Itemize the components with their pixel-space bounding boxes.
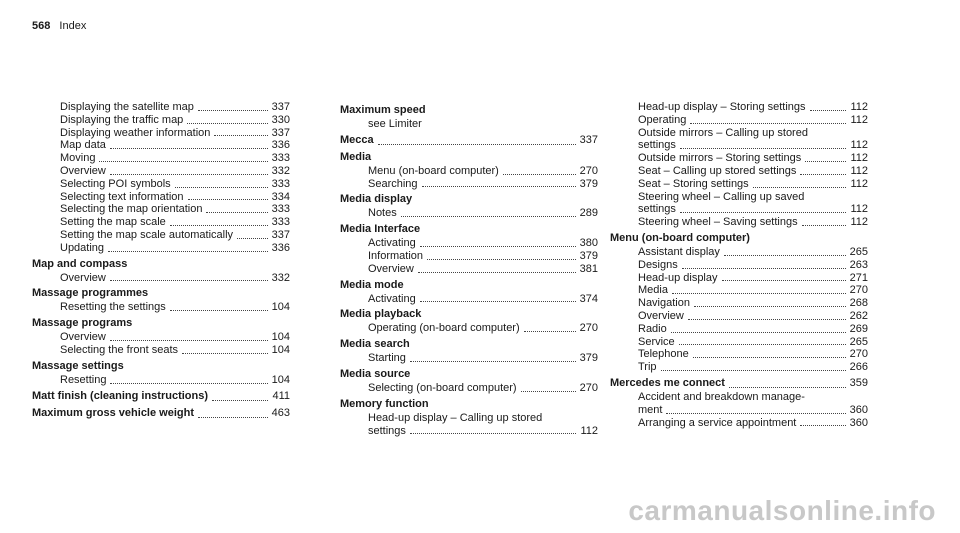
index-subentry bbox=[340, 165, 598, 178]
page-reference: 269 bbox=[849, 322, 868, 335]
page-reference: 112 bbox=[850, 101, 868, 113]
dot-leader bbox=[420, 246, 576, 247]
entry-text: Activating bbox=[368, 292, 416, 305]
dot-leader bbox=[110, 280, 268, 281]
dot-leader bbox=[672, 293, 846, 294]
dot-leader bbox=[214, 135, 267, 136]
page-reference: 112 bbox=[580, 424, 598, 437]
page-reference: 336 bbox=[271, 241, 290, 254]
dot-leader bbox=[206, 212, 267, 213]
index-subentry bbox=[610, 191, 868, 204]
index-subentry bbox=[340, 412, 598, 425]
index-subentry bbox=[32, 165, 290, 178]
section-title: Index bbox=[59, 20, 87, 32]
entry-text: Outside mirrors – Storing settings bbox=[638, 152, 802, 165]
index-heading bbox=[340, 192, 598, 207]
index-subentry bbox=[610, 336, 868, 349]
dot-leader bbox=[688, 319, 846, 320]
dot-leader bbox=[722, 280, 846, 281]
page-reference: 112 bbox=[850, 203, 868, 216]
page-reference: 337 bbox=[271, 228, 290, 241]
index-subentry bbox=[610, 284, 868, 297]
entry-text: Activating bbox=[368, 237, 416, 250]
dot-leader bbox=[108, 251, 268, 252]
dot-leader bbox=[693, 357, 846, 358]
dot-leader bbox=[170, 310, 268, 311]
page-reference: 336 bbox=[271, 139, 290, 152]
index-subentry bbox=[32, 178, 290, 191]
index-subentry bbox=[32, 191, 290, 204]
page-reference: 359 bbox=[849, 376, 868, 389]
index-subentry bbox=[610, 297, 868, 310]
page-reference: 271 bbox=[849, 271, 868, 284]
entry-text: Radio bbox=[638, 322, 667, 335]
entry-text: Media source bbox=[340, 367, 411, 380]
dot-leader bbox=[170, 225, 268, 226]
entry-text: Resetting bbox=[60, 373, 107, 386]
entry-text: Mecca bbox=[340, 133, 374, 146]
dot-leader bbox=[802, 225, 847, 226]
entry-text: Information bbox=[368, 249, 424, 262]
entry-text: Searching bbox=[368, 177, 418, 190]
page-reference: 411 bbox=[272, 389, 290, 402]
index-subentry bbox=[32, 216, 290, 229]
entry-text: settings bbox=[638, 203, 676, 216]
entry-text: Map and compass bbox=[32, 257, 128, 270]
page-reference: 332 bbox=[271, 271, 290, 284]
page-reference: 380 bbox=[579, 237, 598, 250]
entry-text: Map data bbox=[60, 139, 106, 152]
entry-text: Service bbox=[638, 335, 675, 348]
entry-text: Resetting the settings bbox=[60, 301, 166, 314]
entry-text: Media playback bbox=[340, 308, 422, 321]
page-reference: 270 bbox=[849, 284, 868, 297]
dot-leader bbox=[212, 400, 268, 401]
page-reference: 374 bbox=[579, 292, 598, 305]
dot-leader bbox=[378, 144, 576, 145]
entry-text: settings bbox=[368, 424, 406, 437]
page-reference: 360 bbox=[849, 416, 868, 429]
dot-leader bbox=[521, 391, 576, 392]
page-reference: 379 bbox=[579, 352, 598, 365]
index-subentry bbox=[340, 425, 598, 438]
dot-leader bbox=[805, 161, 846, 162]
index-heading bbox=[610, 231, 868, 246]
page-reference: 270 bbox=[849, 348, 868, 361]
dot-leader bbox=[187, 123, 267, 124]
page-reference: 265 bbox=[849, 335, 868, 348]
page-reference: 333 bbox=[271, 216, 290, 229]
dot-leader bbox=[682, 268, 846, 269]
dot-leader bbox=[422, 186, 576, 187]
entry-text: ment bbox=[638, 403, 663, 416]
entry-text: Head-up display – Storing settings bbox=[638, 101, 806, 113]
entry-text: Selecting the map orientation bbox=[60, 203, 203, 216]
index-subentry bbox=[32, 114, 290, 127]
entry-text: Overview bbox=[60, 331, 106, 344]
index-subentry bbox=[610, 361, 868, 374]
index-heading bbox=[340, 367, 598, 382]
index-subentry bbox=[610, 216, 868, 229]
entry-text: Massage programs bbox=[32, 317, 133, 330]
index-subentry bbox=[610, 139, 868, 152]
dot-leader bbox=[418, 272, 576, 273]
index-subentry bbox=[32, 344, 290, 357]
index-subentry bbox=[610, 404, 868, 417]
entry-text: Media bbox=[340, 150, 372, 163]
entry-text: Media search bbox=[340, 338, 410, 351]
index-heading bbox=[340, 222, 598, 237]
page-reference: 337 bbox=[271, 101, 290, 113]
entry-text: Operating (on-board computer) bbox=[368, 322, 520, 335]
index-subentry bbox=[32, 229, 290, 242]
index-subentry bbox=[610, 259, 868, 272]
dot-leader bbox=[110, 148, 268, 149]
index-heading bbox=[340, 278, 598, 293]
entry-text: Displaying weather information bbox=[60, 126, 211, 139]
index-subentry bbox=[610, 323, 868, 336]
page-reference: 270 bbox=[579, 381, 598, 394]
entry-text: Outside mirrors – Calling up stored bbox=[638, 126, 808, 139]
dot-leader bbox=[753, 187, 847, 188]
index-column-1 bbox=[32, 101, 290, 421]
entry-text: Operating bbox=[638, 113, 687, 126]
entry-text: Designs bbox=[638, 258, 678, 271]
dot-leader bbox=[110, 383, 267, 384]
entry-text: Menu (on-board computer) bbox=[610, 231, 750, 244]
index-heading bbox=[610, 376, 868, 391]
dot-leader bbox=[724, 255, 846, 256]
entry-text: settings bbox=[638, 139, 676, 152]
dot-leader bbox=[401, 216, 576, 217]
page-reference: 333 bbox=[271, 203, 290, 216]
index-heading bbox=[340, 103, 598, 118]
dot-leader bbox=[671, 332, 846, 333]
index-subentry bbox=[340, 178, 598, 191]
entry-text: Updating bbox=[60, 241, 105, 254]
index-subentry bbox=[340, 118, 598, 131]
page-reference: 112 bbox=[850, 164, 868, 177]
index-heading bbox=[32, 359, 290, 374]
index-subentry bbox=[32, 152, 290, 165]
index-subentry bbox=[610, 152, 868, 165]
page-reference: 360 bbox=[849, 403, 868, 416]
index-column-3 bbox=[610, 101, 868, 429]
watermark: carmanualsonline.info bbox=[628, 495, 936, 526]
dot-leader bbox=[198, 110, 268, 111]
page-reference: 332 bbox=[271, 164, 290, 177]
entry-text: Accident and breakdown manage- bbox=[638, 390, 805, 403]
index-heading bbox=[340, 397, 598, 412]
entry-text: Trip bbox=[638, 361, 657, 374]
page-reference: 104 bbox=[271, 343, 290, 356]
entry-text: Massage programmes bbox=[32, 287, 149, 300]
page-reference: 330 bbox=[271, 113, 290, 126]
dot-leader bbox=[666, 413, 845, 414]
index-subentry bbox=[32, 203, 290, 216]
dot-leader bbox=[729, 387, 846, 388]
page-reference: 112 bbox=[850, 216, 868, 229]
index-heading bbox=[340, 307, 598, 322]
dot-leader bbox=[503, 174, 576, 175]
page-reference: 263 bbox=[849, 258, 868, 271]
entry-text: Moving bbox=[60, 152, 96, 165]
entry-text: Media Interface bbox=[340, 223, 421, 236]
index-heading bbox=[32, 389, 290, 404]
entry-text: Seat – Calling up stored settings bbox=[638, 164, 797, 177]
page-reference: 104 bbox=[271, 301, 290, 314]
page-reference: 112 bbox=[850, 139, 868, 152]
page-reference: 104 bbox=[271, 331, 290, 344]
entry-text: Massage settings bbox=[32, 359, 124, 372]
dot-leader bbox=[800, 425, 845, 426]
page-reference: 337 bbox=[579, 133, 598, 146]
index-subentry bbox=[32, 331, 290, 344]
index-subentry bbox=[340, 352, 598, 365]
index-subentry bbox=[610, 272, 868, 285]
dot-leader bbox=[110, 174, 268, 175]
dot-leader bbox=[175, 187, 268, 188]
entry-text: Maximum gross vehicle weight bbox=[32, 406, 194, 419]
page-reference: 333 bbox=[271, 177, 290, 190]
index-heading bbox=[32, 406, 290, 421]
index-subentry bbox=[610, 203, 868, 216]
dot-leader bbox=[810, 110, 847, 111]
entry-text: Seat – Storing settings bbox=[638, 177, 749, 190]
page-reference: 333 bbox=[271, 152, 290, 165]
entry-text: Overview bbox=[368, 262, 414, 275]
index-subentry bbox=[610, 391, 868, 404]
index-subentry bbox=[610, 310, 868, 323]
entry-text: Steering wheel – Saving settings bbox=[638, 216, 798, 229]
index-heading bbox=[340, 337, 598, 352]
entry-text: Head-up display bbox=[638, 271, 718, 284]
index-subentry bbox=[340, 293, 598, 306]
entry-text: Setting the map scale bbox=[60, 216, 166, 229]
page-reference: 112 bbox=[850, 152, 868, 165]
dot-leader bbox=[524, 331, 576, 332]
index-subentry bbox=[32, 127, 290, 140]
entry-text: Displaying the traffic map bbox=[60, 113, 184, 126]
dot-leader bbox=[188, 199, 268, 200]
entry-text: Menu (on-board computer) bbox=[368, 164, 499, 177]
index-heading bbox=[32, 316, 290, 331]
entry-text: Selecting POI symbols bbox=[60, 177, 171, 190]
page-reference: 270 bbox=[579, 322, 598, 335]
page-reference: 266 bbox=[849, 361, 868, 374]
index-subentry bbox=[340, 237, 598, 250]
entry-text: Overview bbox=[638, 309, 684, 322]
page-reference: 112 bbox=[850, 113, 868, 126]
page-reference: 337 bbox=[271, 126, 290, 139]
entry-text: see Limiter bbox=[368, 118, 422, 130]
page-reference: 379 bbox=[579, 249, 598, 262]
index-subentry bbox=[610, 101, 868, 114]
dot-leader bbox=[420, 301, 576, 302]
dot-leader bbox=[680, 212, 847, 213]
dot-leader bbox=[110, 340, 268, 341]
index-subentry bbox=[340, 250, 598, 263]
page-reference: 262 bbox=[849, 309, 868, 322]
entry-text: Telephone bbox=[638, 348, 689, 361]
index-subentry bbox=[32, 374, 290, 387]
page-header bbox=[32, 20, 86, 32]
page-reference: 379 bbox=[579, 177, 598, 190]
page-reference: 334 bbox=[271, 190, 290, 203]
entry-text: Maximum speed bbox=[340, 104, 426, 116]
page-reference: 381 bbox=[579, 262, 598, 275]
page-number: 568 bbox=[32, 20, 51, 32]
entry-text: Mercedes me connect bbox=[610, 376, 725, 389]
index-subentry bbox=[32, 101, 290, 114]
index-subentry bbox=[610, 178, 868, 191]
entry-text: Arranging a service appointment bbox=[638, 416, 797, 429]
index-subentry bbox=[610, 127, 868, 140]
page-reference: 268 bbox=[849, 297, 868, 310]
index-subentry bbox=[340, 263, 598, 276]
page-reference: 270 bbox=[579, 164, 598, 177]
entry-text: Head-up display – Calling up stored bbox=[368, 411, 543, 424]
dot-leader bbox=[690, 123, 846, 124]
index-subentry bbox=[610, 348, 868, 361]
index-subentry bbox=[32, 242, 290, 255]
page-reference: 104 bbox=[271, 373, 290, 386]
entry-text: Selecting (on-board computer) bbox=[368, 381, 517, 394]
entry-text: Media display bbox=[340, 193, 413, 206]
index-subentry bbox=[340, 322, 598, 335]
entry-text: Matt finish (cleaning instructions) bbox=[32, 389, 209, 402]
dot-leader bbox=[661, 370, 846, 371]
dot-leader bbox=[182, 353, 268, 354]
entry-text: Starting bbox=[368, 352, 406, 365]
entry-text: Navigation bbox=[638, 297, 690, 310]
dot-leader bbox=[99, 161, 267, 162]
dot-leader bbox=[679, 344, 846, 345]
entry-text: Selecting text information bbox=[60, 190, 184, 203]
entry-text: Notes bbox=[368, 207, 397, 220]
entry-text: Setting the map scale automatically bbox=[60, 228, 234, 241]
index-heading bbox=[32, 286, 290, 301]
page-reference: 112 bbox=[850, 177, 868, 190]
index-heading bbox=[340, 133, 598, 148]
index-subentry bbox=[340, 382, 598, 395]
entry-text: Displaying the satellite map bbox=[60, 101, 194, 113]
index-subentry bbox=[610, 165, 868, 178]
entry-text: Selecting the front seats bbox=[60, 343, 179, 356]
dot-leader bbox=[198, 417, 268, 418]
index-column-2 bbox=[340, 101, 598, 437]
index-heading bbox=[32, 257, 290, 272]
dot-leader bbox=[427, 259, 576, 260]
index-subentry bbox=[610, 246, 868, 259]
dot-leader bbox=[800, 174, 846, 175]
dot-leader bbox=[237, 238, 268, 239]
index-subentry bbox=[32, 139, 290, 152]
index-subentry bbox=[340, 207, 598, 220]
page-reference: 265 bbox=[849, 245, 868, 258]
index-subentry bbox=[32, 301, 290, 314]
dot-leader bbox=[410, 433, 577, 434]
entry-text: Overview bbox=[60, 271, 106, 284]
entry-text: Media mode bbox=[340, 278, 404, 291]
entry-text: Steering wheel – Calling up saved bbox=[638, 190, 805, 203]
dot-leader bbox=[410, 361, 576, 362]
page-reference: 289 bbox=[579, 207, 598, 220]
entry-text: Memory function bbox=[340, 397, 429, 410]
index-subentry bbox=[32, 272, 290, 285]
entry-text: Overview bbox=[60, 164, 106, 177]
index-subentry bbox=[610, 114, 868, 127]
dot-leader bbox=[680, 148, 847, 149]
index-heading bbox=[340, 150, 598, 165]
index-subentry bbox=[610, 417, 868, 430]
dot-leader bbox=[694, 306, 846, 307]
entry-text: Assistant display bbox=[638, 245, 720, 258]
entry-text: Media bbox=[638, 284, 668, 297]
page-reference: 463 bbox=[271, 406, 290, 419]
